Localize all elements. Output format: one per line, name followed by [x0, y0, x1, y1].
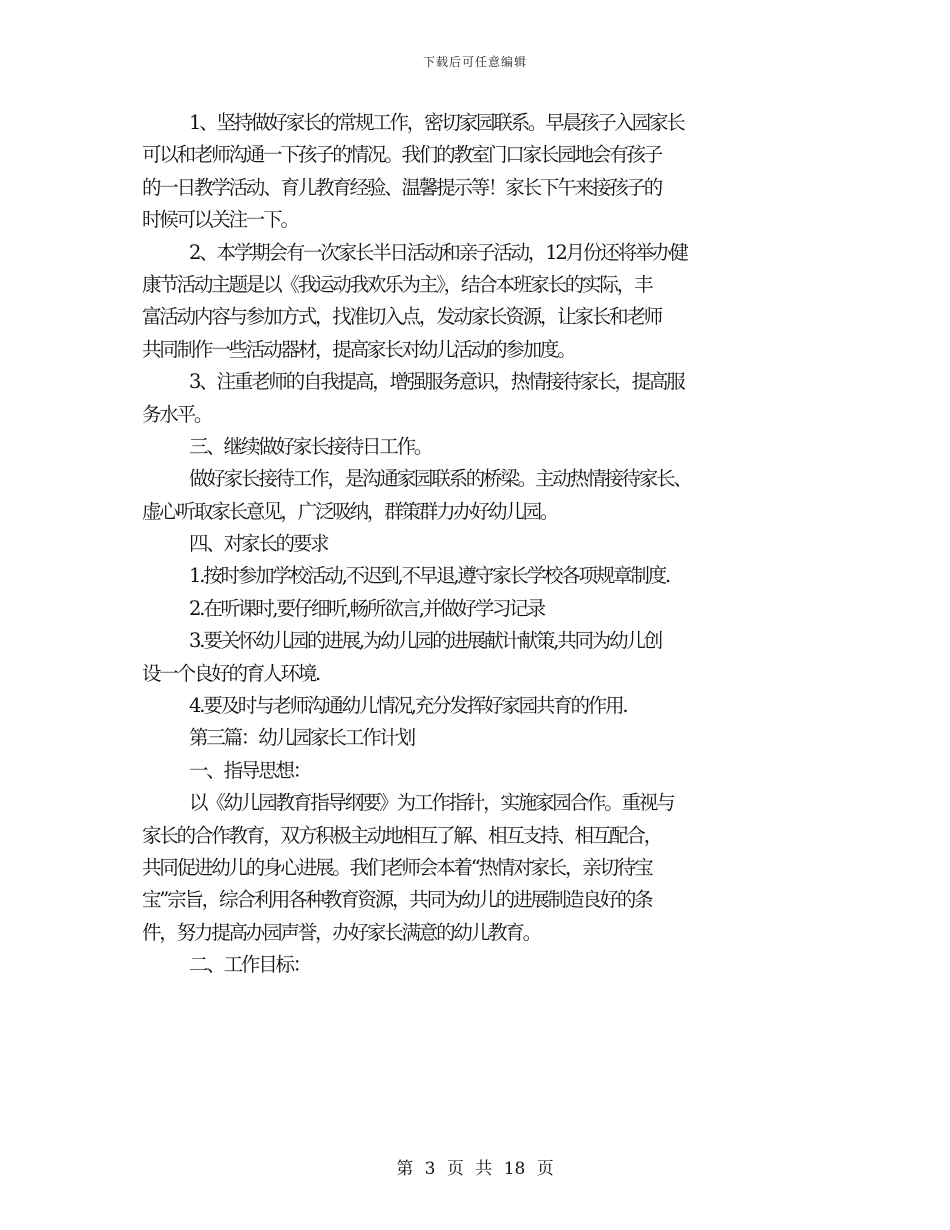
- text-line: 3.要关怀幼儿园的进展,为幼儿园的进展献计献策,共同为幼儿创: [189, 629, 662, 653]
- document-body: [142, 107, 822, 982]
- text-line: 二、工作目标：: [189, 953, 311, 977]
- text-line: 做好家长接待工作，是沟通家园联系的桥梁。主动热情接待家长、: [189, 467, 691, 491]
- text-line: 3、注重老师的自我提高，增强服务意识，热情接待家长，提高服: [189, 370, 684, 394]
- text-line: 2.在听课时,要仔细听,畅所欲言,并做好学习记录: [189, 596, 544, 620]
- text-line: 第三篇：幼儿园家长工作计划: [189, 726, 414, 750]
- text-line: 时候可以关注一下。: [142, 208, 298, 232]
- text-line: 的一日教学活动、育儿教育经验、温馨提示等！家长下午来接孩子的: [142, 175, 662, 199]
- text-line: 1.按时参加学校活动,不迟到,不早退,遵守家长学校各项规章制度.: [189, 564, 669, 588]
- text-line: 四、对家长的要求: [189, 532, 328, 556]
- text-line: 4.要及时与老师沟通幼儿情况,充分发挥好家园共育的作用.: [189, 694, 627, 718]
- text-line: 三、继续做好家长接待日工作。: [189, 434, 432, 458]
- text-line: 宝”宗旨，综合利用各种教育资源，共同为幼儿的进展制造良好的条: [142, 888, 652, 912]
- page-footer: 第 3 页 共 18 页: [396, 1159, 554, 1179]
- page-header: 下载后可任意编辑: [422, 55, 527, 69]
- text-line: 一、指导思想：: [189, 758, 311, 782]
- text-line: 富活动内容与参加方式，找准切入点，发动家长资源，让家长和老师: [142, 305, 662, 329]
- text-line: 可以和老师沟通一下孩子的情况。我们的教室门口家长园地会有孩子: [142, 143, 662, 167]
- text-line: 共同促进幼儿的身心进展。我们老师会本着“热情对家长，亲切待宝: [142, 855, 652, 879]
- text-line: 件，努力提高办园声誉，办好家长满意的幼儿教育。: [142, 920, 540, 944]
- text-line: 1、坚持做好家长的常规工作，密切家园联系。早晨孩子入园家长: [189, 111, 684, 134]
- text-line: 家长的合作教育，双方积极主动地相互了解、相互支持、相互配合，: [142, 823, 662, 847]
- text-line: 康节活动主题是以《我运动我欢乐为主》，结合本班家长的实际，丰: [142, 272, 652, 296]
- text-line: 共同制作一些活动器材，提高家长对幼儿活动的参加度。: [142, 337, 575, 361]
- text-line: 以《幼儿园教育指导纲要》为工作指针，实施家园合作。重视与: [189, 791, 674, 815]
- text-line: 务水平。: [142, 402, 212, 426]
- text-line: 2、本学期会有一次家长半日活动和亲子活动，12月份还将举办健: [189, 240, 687, 264]
- text-line: 设一个良好的育人环境.: [142, 661, 319, 685]
- text-line: 虚心听取家长意见，广泛吸纳，群策群力办好幼儿园。: [142, 499, 558, 523]
